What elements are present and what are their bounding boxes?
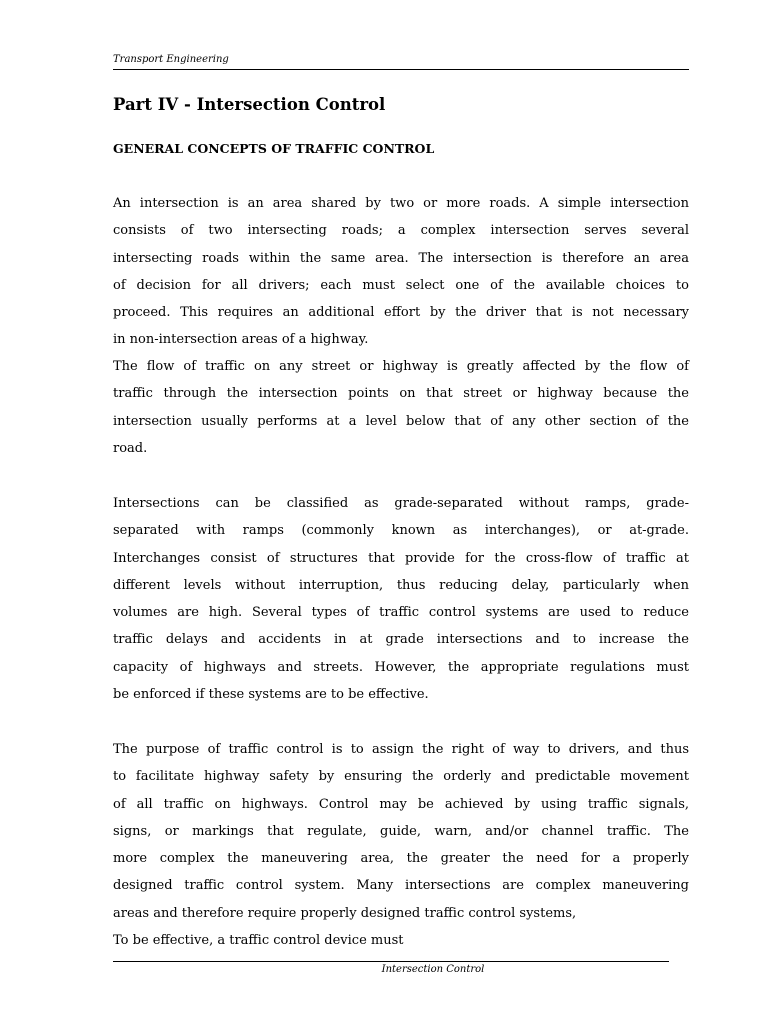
text-line: The flow of traffic on any street or highway is greatly affected by the flow of (113, 359, 689, 374)
text-line: signs, or markings that regulate, guide, warn, and/or channel traffic. The (113, 823, 689, 839)
text-line: capacity of highways and streets. However, the appropriate regulations must (113, 659, 689, 675)
page-header (113, 53, 689, 67)
paragraph-purpose-of-traffic-control (113, 736, 689, 954)
text-line: more complex the maneuvering area, the greater the need for a properly (113, 851, 689, 867)
footer-rule (113, 961, 669, 962)
paragraph-intersection-classification (113, 490, 689, 708)
running-header-title: Transport Engineering (113, 54, 229, 65)
text-line: areas and therefore require properly designed traffic control systems, (113, 905, 577, 921)
text-line: of decision for all drivers; each must select one of the available choices to (113, 277, 689, 293)
text-line: intersecting roads within the same area. The intersection is therefore an area (113, 250, 689, 266)
text-line: to facilitate highway safety by ensuring the orderly and predictable movement (113, 769, 689, 785)
text-line: intersection usually performs at a level below that of any other section of the (113, 413, 689, 429)
text-line: traffic through the intersection points on that street or highway because the (113, 386, 689, 402)
text-line: An intersection is an area shared by two or more roads. A simple intersection (113, 196, 689, 211)
text-line: proceed. This requires an additional effort by the driver that is not necessary (113, 305, 689, 321)
text-line: designed traffic control system. Many intersections are complex maneuvering (113, 878, 689, 894)
text-line: separated with ramps (commonly known as interchanges), or at-grade. (113, 523, 689, 539)
running-footer-title: Intersection Control (381, 964, 485, 975)
text-line: Interchanges consist of structures that provide for the cross-flow of traffic at (113, 550, 689, 566)
text-line: traffic delays and accidents in at grade intersections and to increase the (113, 632, 689, 648)
text-line: in non-intersection areas of a highway. (113, 332, 369, 348)
text-line: different levels without interruption, thus reducing delay, particularly when (113, 577, 689, 593)
text-line: To be effective, a traffic control device must (113, 933, 404, 949)
paragraph-traffic-flow (113, 353, 689, 462)
text-line: be enforced if these systems are to be effective. (113, 687, 429, 703)
part-title: Part IV - Intersection Control (113, 95, 386, 114)
section-heading: GENERAL CONCEPTS OF TRAFFIC CONTROL (113, 141, 435, 156)
text-line: volumes are high. Several types of traffic control systems are used to reduce (113, 605, 689, 621)
text-line: road. (113, 440, 148, 456)
text-line: The purpose of traffic control is to assign the right of way to drivers, and thus (113, 742, 689, 757)
text-line: of all traffic on highways. Control may be achieved by using traffic signals, (113, 796, 689, 812)
text-line: consists of two intersecting roads; a complex intersection serves several (113, 223, 689, 239)
paragraph-intersection-definition (113, 190, 689, 354)
text-line: Intersections can be classified as grade-separated without ramps, grade- (113, 496, 689, 511)
header-rule (113, 69, 689, 70)
